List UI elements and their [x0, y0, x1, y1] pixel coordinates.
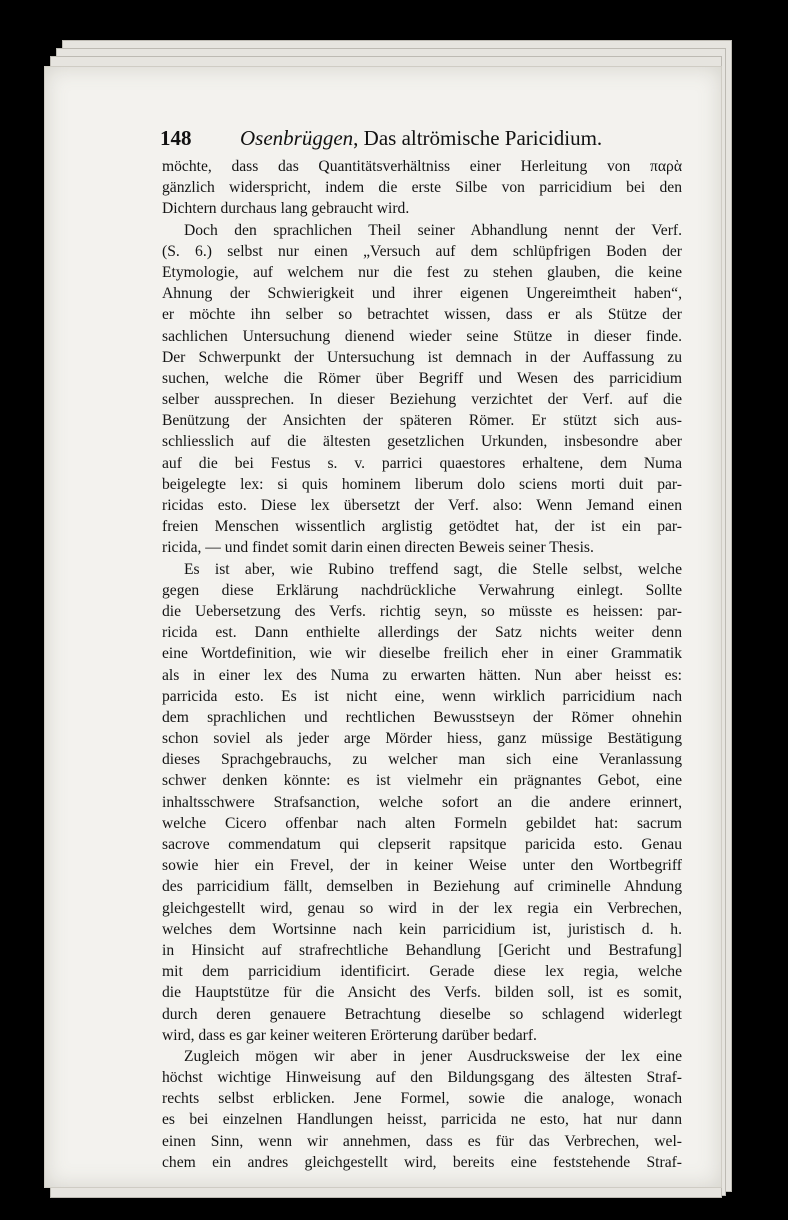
text-line: Der Schwerpunkt der Untersuchung ist demnach in der Auffassung zu [162, 348, 682, 366]
text-line: freien Menschen wissentlich arglistig getödtet hat, der ist ein par- [162, 518, 682, 536]
text-line: dem sprachlichen und rechtlichen Bewusstseyn der Römer ohnehin [162, 708, 682, 726]
text-line: schon soviel als jeder arge Mörder hiess, ganz müssige Bestätigung [162, 730, 682, 748]
text-line: ricidas esto. Diese lex übersetzt der Verf. also: Wenn Jemand einen [162, 497, 682, 514]
text-line: Doch den sprachlichen Theil seiner Abhandlung nennt der Verf. [184, 221, 682, 239]
text-line: inhaltsschwere Strafsanction, welche sofort an die andere erinnert, [162, 793, 682, 811]
text-line: es bei einzelnen Handlungen heisst, parricida ne esto, hat nur dann [162, 1111, 682, 1129]
text-line: welches dem Wortsinne nach kein parricidium ist, juristisch d. h. [162, 920, 682, 938]
running-title [240, 126, 602, 151]
text-line: auf die bei Festus s. v. parrici quaestores erhaltene, dem Numa [162, 454, 682, 472]
text-line: Dichtern durchaus lang gebraucht wird. [162, 200, 410, 218]
running-header [160, 126, 680, 154]
text-line: schliesslich auf die ältesten gesetzlichen Urkunden, insbesondre aber [162, 433, 682, 451]
text-line: rechts selbst erblicken. Jene Formel, sowie die analoge, wonach [162, 1090, 682, 1108]
text-line: in Hinsicht auf strafrechtliche Behandlung [Gericht und Bestrafung] [162, 941, 682, 959]
body-text [162, 156, 682, 1173]
text-line: suchen, welche die Römer über Begriff und Wesen des parricidium [162, 369, 682, 387]
text-line: parricida esto. Es ist nicht eine, wenn wirklich parricidium nach [162, 687, 682, 705]
text-line: eine Wortdefinition, wie wir dieselbe freilich eher in einer Grammatik [162, 645, 682, 663]
text-line: sacrove commendatum qui clepserit rapsitque paricida esto. Genau [162, 836, 682, 853]
page-number: 148 [160, 126, 192, 150]
text-line: mit dem parricidium identificirt. Gerade diese lex regia, welche [162, 963, 682, 981]
text-line: durch deren genauere Betrachtung dieselbe so schlagend widerlegt [162, 1005, 682, 1023]
text-line: Ahnung der Schwierigkeit und ihrer eigenen Ungereimtheit haben“, [162, 285, 682, 303]
text-line: gleichgestellt wird, genau so wird in der lex regia ein Verbrechen, [162, 899, 682, 917]
text-line: gegen diese Erklärung nachdrückliche Verwahrung einlegt. Sollte [162, 581, 682, 599]
text-line: schwer denken könnte: es ist vielmehr ein prägnantes Gebot, eine [162, 772, 682, 790]
text-line: er möchte ihn selber so betrachtet wissen, dass er als Stütze der [162, 306, 682, 324]
text-line: Zugleich mögen wir aber in jener Ausdrucksweise der lex eine [184, 1047, 682, 1065]
text-line: (S. 6.) selbst nur einen „Versuch auf dem schlüpfrigen Boden der [162, 242, 682, 260]
text-line: des parricidium fällt, demselben in Beziehung auf criminelle Ahndung [162, 878, 682, 896]
text-line: einen Sinn, wenn wir annehmen, dass es für das Verbrechen, wel- [162, 1132, 682, 1150]
text-line: möchte, dass das Quantitätsverhältniss einer Herleitung von παρὰ [162, 158, 682, 175]
text-line: sachlichen Untersuchung dienend wieder seine Stütze in dieser finde. [162, 327, 682, 345]
text-line: Es ist aber, wie Rubino treffend sagt, die Stelle selbst, welche [184, 560, 682, 578]
text-line: als in einer lex des Numa zu erwarten hätten. Nun aber heisst es: [162, 666, 682, 684]
text-line: beigelegte lex: si quis hominem liberum dolo sciens morti duit par- [162, 475, 682, 493]
text-line: chem ein andres gleichgestellt wird, bereits eine feststehende Straf- [162, 1153, 682, 1171]
text-line: wird, dass es gar keiner weiteren Erörterung darüber bedarf. [162, 1026, 537, 1044]
running-title-text: , Das altrömische Paricidium. [353, 126, 603, 150]
text-line: Benützung der Ansichten der späteren Römer. Er stützt sich aus- [162, 412, 682, 430]
text-line: die Hauptstütze für die Ansicht des Verfs. bilden soll, ist es somit, [162, 984, 682, 1002]
text-line: sowie hier ein Frevel, der in keiner Weise unter den Wortbegriff [162, 857, 682, 875]
running-title-author: Osenbrüggen [240, 126, 354, 150]
text-line: welche Cicero offenbar nach alten Formeln gebildet hat: sacrum [162, 814, 682, 832]
text-line: ricida, — und findet somit darin einen directen Beweis seiner Thesis. [162, 539, 594, 557]
text-line: höchst wichtige Hinweisung auf den Bildungsgang des ältesten Straf- [162, 1069, 682, 1087]
text-line: gänzlich widerspricht, indem die erste Silbe von parricidium bei den [162, 179, 682, 197]
text-line: dieses Sprachgebrauchs, zu welcher man sich eine Veranlassung [162, 751, 682, 769]
text-line: die Uebersetzung des Verfs. richtig seyn, so müsste es heissen: par- [162, 602, 682, 620]
text-line: selber aussprechen. In dieser Beziehung verzichtet der Verf. auf die [162, 391, 682, 409]
text-line: Etymologie, auf welchem nur die fest zu stehen glauben, die keine [162, 263, 682, 281]
text-line: ricida est. Dann enthielte allerdings der Satz nichts weiter denn [162, 624, 682, 642]
